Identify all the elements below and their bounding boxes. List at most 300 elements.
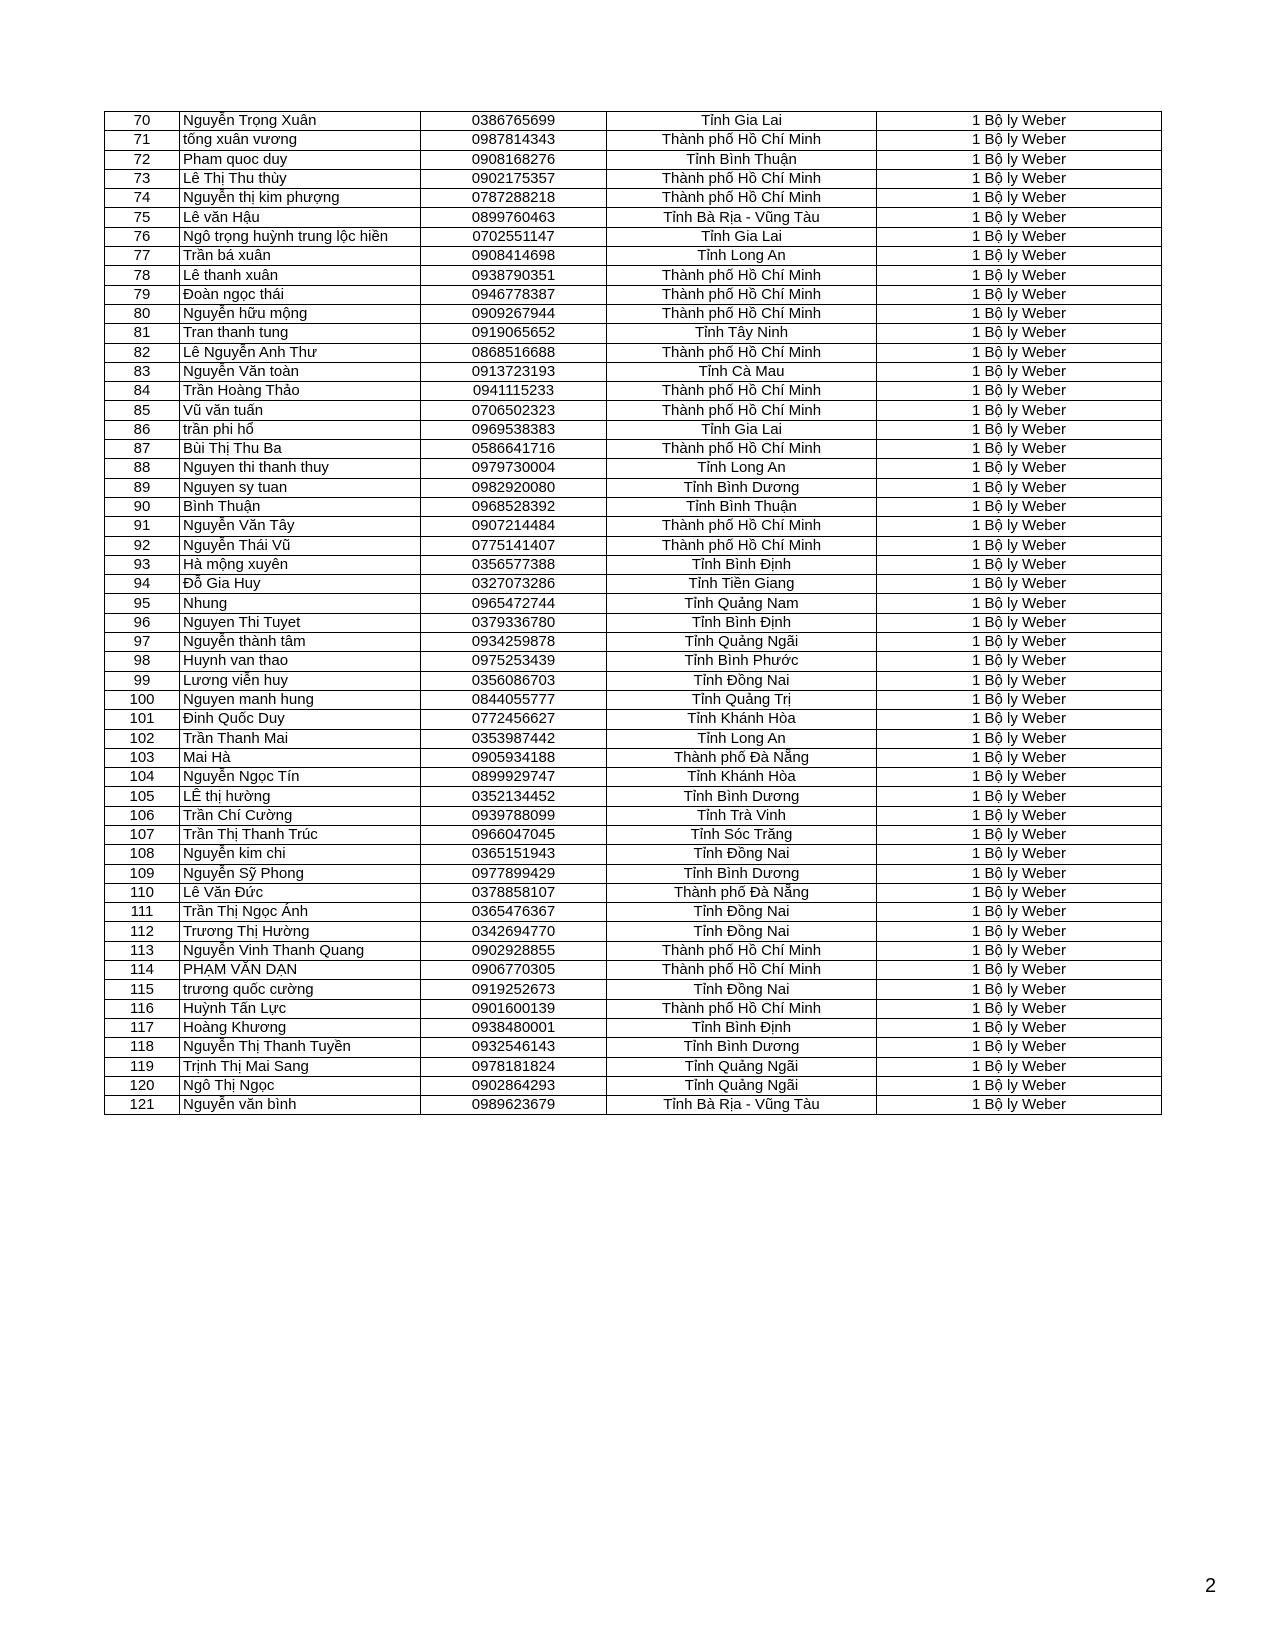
winner-name-cell: Đoàn ngọc thái bbox=[180, 285, 421, 304]
row-number-cell: 82 bbox=[105, 343, 180, 362]
province-cell: Tỉnh Long An bbox=[607, 729, 877, 748]
phone-number-cell: 0938790351 bbox=[421, 266, 607, 285]
phone-number-cell: 0356577388 bbox=[421, 555, 607, 574]
prize-cell: 1 Bộ ly Weber bbox=[877, 652, 1162, 671]
province-cell: Thành phố Hồ Chí Minh bbox=[607, 536, 877, 555]
province-cell: Tỉnh Long An bbox=[607, 459, 877, 478]
winner-name-cell: Hà mộng xuyên bbox=[180, 555, 421, 574]
table-row bbox=[105, 382, 1162, 401]
phone-number-cell: 0978181824 bbox=[421, 1057, 607, 1076]
table-row bbox=[105, 266, 1162, 285]
table-row bbox=[105, 748, 1162, 767]
province-cell: Tỉnh Đồng Nai bbox=[607, 980, 877, 999]
province-cell: Tỉnh Đồng Nai bbox=[607, 845, 877, 864]
table-row bbox=[105, 941, 1162, 960]
row-number-cell: 72 bbox=[105, 150, 180, 169]
winner-name-cell: Nguyễn Văn Tây bbox=[180, 517, 421, 536]
prize-cell: 1 Bộ ly Weber bbox=[877, 536, 1162, 555]
table-row bbox=[105, 864, 1162, 883]
province-cell: Thành phố Đà Nẵng bbox=[607, 748, 877, 767]
winner-name-cell: Tran thanh tung bbox=[180, 324, 421, 343]
prize-cell: 1 Bộ ly Weber bbox=[877, 594, 1162, 613]
phone-number-cell: 0899760463 bbox=[421, 208, 607, 227]
phone-number-cell: 0844055777 bbox=[421, 690, 607, 709]
prize-cell: 1 Bộ ly Weber bbox=[877, 613, 1162, 632]
prize-cell: 1 Bộ ly Weber bbox=[877, 922, 1162, 941]
row-number-cell: 71 bbox=[105, 131, 180, 150]
province-cell: Tỉnh Bình Thuận bbox=[607, 150, 877, 169]
table-row bbox=[105, 594, 1162, 613]
row-number-cell: 118 bbox=[105, 1038, 180, 1057]
table-row bbox=[105, 961, 1162, 980]
table-row bbox=[105, 401, 1162, 420]
winner-name-cell: Nguyễn Thị Thanh Tuyền bbox=[180, 1038, 421, 1057]
table-row bbox=[105, 362, 1162, 381]
row-number-cell: 78 bbox=[105, 266, 180, 285]
province-cell: Tỉnh Bình Dương bbox=[607, 864, 877, 883]
row-number-cell: 96 bbox=[105, 613, 180, 632]
prize-cell: 1 Bộ ly Weber bbox=[877, 575, 1162, 594]
phone-number-cell: 0907214484 bbox=[421, 517, 607, 536]
prize-cell: 1 Bộ ly Weber bbox=[877, 1096, 1162, 1115]
winner-name-cell: Nguyễn hữu mộng bbox=[180, 304, 421, 323]
winner-name-cell: Hoàng Khương bbox=[180, 1018, 421, 1037]
prize-cell: 1 Bộ ly Weber bbox=[877, 362, 1162, 381]
winner-name-cell: Nguyễn Thái Vũ bbox=[180, 536, 421, 555]
phone-number-cell: 0342694770 bbox=[421, 922, 607, 941]
row-number-cell: 120 bbox=[105, 1076, 180, 1095]
prize-cell: 1 Bộ ly Weber bbox=[877, 266, 1162, 285]
province-cell: Tỉnh Bình Dương bbox=[607, 1038, 877, 1057]
winner-name-cell: Nguyễn Văn toàn bbox=[180, 362, 421, 381]
phone-number-cell: 0365151943 bbox=[421, 845, 607, 864]
phone-number-cell: 0772456627 bbox=[421, 710, 607, 729]
winner-name-cell: Nguyễn kim chi bbox=[180, 845, 421, 864]
phone-number-cell: 0913723193 bbox=[421, 362, 607, 381]
phone-number-cell: 0787288218 bbox=[421, 189, 607, 208]
winner-name-cell: LÊ thị hường bbox=[180, 787, 421, 806]
phone-number-cell: 0327073286 bbox=[421, 575, 607, 594]
table-row bbox=[105, 285, 1162, 304]
row-number-cell: 101 bbox=[105, 710, 180, 729]
phone-number-cell: 0987814343 bbox=[421, 131, 607, 150]
prize-cell: 1 Bộ ly Weber bbox=[877, 883, 1162, 902]
table-row bbox=[105, 729, 1162, 748]
row-number-cell: 83 bbox=[105, 362, 180, 381]
phone-number-cell: 0938480001 bbox=[421, 1018, 607, 1037]
phone-number-cell: 0968528392 bbox=[421, 497, 607, 516]
phone-number-cell: 0906770305 bbox=[421, 961, 607, 980]
prize-cell: 1 Bộ ly Weber bbox=[877, 478, 1162, 497]
row-number-cell: 117 bbox=[105, 1018, 180, 1037]
winner-name-cell: Lê thanh xuân bbox=[180, 266, 421, 285]
winner-name-cell: Trần Thanh Mai bbox=[180, 729, 421, 748]
prize-cell: 1 Bộ ly Weber bbox=[877, 517, 1162, 536]
phone-number-cell: 0932546143 bbox=[421, 1038, 607, 1057]
winner-name-cell: Vũ văn tuấn bbox=[180, 401, 421, 420]
province-cell: Thành phố Hồ Chí Minh bbox=[607, 941, 877, 960]
table-row bbox=[105, 420, 1162, 439]
province-cell: Thành phố Hồ Chí Minh bbox=[607, 285, 877, 304]
phone-number-cell: 0379336780 bbox=[421, 613, 607, 632]
prize-cell: 1 Bộ ly Weber bbox=[877, 227, 1162, 246]
prize-cell: 1 Bộ ly Weber bbox=[877, 633, 1162, 652]
row-number-cell: 107 bbox=[105, 825, 180, 844]
province-cell: Tỉnh Gia Lai bbox=[607, 112, 877, 131]
phone-number-cell: 0899929747 bbox=[421, 768, 607, 787]
province-cell: Tỉnh Sóc Trăng bbox=[607, 825, 877, 844]
winner-name-cell: Bình Thuận bbox=[180, 497, 421, 516]
province-cell: Tỉnh Trà Vinh bbox=[607, 806, 877, 825]
province-cell: Tỉnh Bình Định bbox=[607, 613, 877, 632]
row-number-cell: 116 bbox=[105, 999, 180, 1018]
table-row bbox=[105, 440, 1162, 459]
row-number-cell: 73 bbox=[105, 169, 180, 188]
prize-cell: 1 Bộ ly Weber bbox=[877, 787, 1162, 806]
prize-cell: 1 Bộ ly Weber bbox=[877, 324, 1162, 343]
row-number-cell: 108 bbox=[105, 845, 180, 864]
table-row bbox=[105, 497, 1162, 516]
prize-cell: 1 Bộ ly Weber bbox=[877, 690, 1162, 709]
prize-cell: 1 Bộ ly Weber bbox=[877, 1038, 1162, 1057]
table-row bbox=[105, 169, 1162, 188]
province-cell: Tỉnh Khánh Hòa bbox=[607, 710, 877, 729]
province-cell: Tỉnh Quảng Trị bbox=[607, 690, 877, 709]
phone-number-cell: 0378858107 bbox=[421, 883, 607, 902]
prize-cell: 1 Bộ ly Weber bbox=[877, 343, 1162, 362]
winner-name-cell: Mai Hà bbox=[180, 748, 421, 767]
province-cell: Thành phố Hồ Chí Minh bbox=[607, 343, 877, 362]
winner-name-cell: Nguyễn thành tâm bbox=[180, 633, 421, 652]
phone-number-cell: 0365476367 bbox=[421, 903, 607, 922]
table-row bbox=[105, 478, 1162, 497]
winner-name-cell: Nguyen thi thanh thuy bbox=[180, 459, 421, 478]
winner-name-cell: Lê văn Hậu bbox=[180, 208, 421, 227]
page-number: 2 bbox=[1205, 1575, 1217, 1597]
province-cell: Tỉnh Long An bbox=[607, 247, 877, 266]
table-row bbox=[105, 1057, 1162, 1076]
winner-name-cell: PHẠM VĂN DẠN bbox=[180, 961, 421, 980]
phone-number-cell: 0706502323 bbox=[421, 401, 607, 420]
table-row bbox=[105, 304, 1162, 323]
winner-name-cell: Nguyễn Sỹ Phong bbox=[180, 864, 421, 883]
table-row bbox=[105, 1096, 1162, 1115]
row-number-cell: 75 bbox=[105, 208, 180, 227]
table-row bbox=[105, 1076, 1162, 1095]
table-row bbox=[105, 883, 1162, 902]
row-number-cell: 76 bbox=[105, 227, 180, 246]
phone-number-cell: 0901600139 bbox=[421, 999, 607, 1018]
phone-number-cell: 0356086703 bbox=[421, 671, 607, 690]
phone-number-cell: 0939788099 bbox=[421, 806, 607, 825]
phone-number-cell: 0946778387 bbox=[421, 285, 607, 304]
province-cell: Thành phố Hồ Chí Minh bbox=[607, 382, 877, 401]
province-cell: Tỉnh Tây Ninh bbox=[607, 324, 877, 343]
province-cell: Tỉnh Cà Mau bbox=[607, 362, 877, 381]
winner-name-cell: Ngô trọng huỳnh trung lộc hiền bbox=[180, 227, 421, 246]
winner-name-cell: Nguyen sy tuan bbox=[180, 478, 421, 497]
prize-cell: 1 Bộ ly Weber bbox=[877, 401, 1162, 420]
winner-name-cell: Trịnh Thị Mai Sang bbox=[180, 1057, 421, 1076]
table-row bbox=[105, 227, 1162, 246]
province-cell: Thành phố Hồ Chí Minh bbox=[607, 131, 877, 150]
winner-name-cell: Trần Chí Cường bbox=[180, 806, 421, 825]
winner-name-cell: Lương viễn huy bbox=[180, 671, 421, 690]
phone-number-cell: 0902928855 bbox=[421, 941, 607, 960]
prize-cell: 1 Bộ ly Weber bbox=[877, 941, 1162, 960]
province-cell: Tỉnh Bình Thuận bbox=[607, 497, 877, 516]
prize-cell: 1 Bộ ly Weber bbox=[877, 440, 1162, 459]
province-cell: Tỉnh Bà Rịa - Vũng Tàu bbox=[607, 1096, 877, 1115]
table-row bbox=[105, 208, 1162, 227]
table-row bbox=[105, 112, 1162, 131]
row-number-cell: 97 bbox=[105, 633, 180, 652]
prize-cell: 1 Bộ ly Weber bbox=[877, 420, 1162, 439]
phone-number-cell: 0386765699 bbox=[421, 112, 607, 131]
prize-cell: 1 Bộ ly Weber bbox=[877, 845, 1162, 864]
prize-cell: 1 Bộ ly Weber bbox=[877, 710, 1162, 729]
phone-number-cell: 0902864293 bbox=[421, 1076, 607, 1095]
table-row bbox=[105, 652, 1162, 671]
row-number-cell: 119 bbox=[105, 1057, 180, 1076]
phone-number-cell: 0969538383 bbox=[421, 420, 607, 439]
winner-name-cell: Nguyễn Ngọc Tín bbox=[180, 768, 421, 787]
prize-cell: 1 Bộ ly Weber bbox=[877, 1076, 1162, 1095]
table-row bbox=[105, 903, 1162, 922]
row-number-cell: 115 bbox=[105, 980, 180, 999]
table-row bbox=[105, 324, 1162, 343]
province-cell: Thành phố Hồ Chí Minh bbox=[607, 189, 877, 208]
prize-cell: 1 Bộ ly Weber bbox=[877, 555, 1162, 574]
winner-name-cell: Lê Văn Đức bbox=[180, 883, 421, 902]
row-number-cell: 98 bbox=[105, 652, 180, 671]
row-number-cell: 121 bbox=[105, 1096, 180, 1115]
row-number-cell: 85 bbox=[105, 401, 180, 420]
prize-cell: 1 Bộ ly Weber bbox=[877, 825, 1162, 844]
province-cell: Thành phố Hồ Chí Minh bbox=[607, 440, 877, 459]
phone-number-cell: 0977899429 bbox=[421, 864, 607, 883]
province-cell: Tỉnh Bà Rịa - Vũng Tàu bbox=[607, 208, 877, 227]
winner-name-cell: Huynh van thao bbox=[180, 652, 421, 671]
winner-name-cell: Nguyễn văn bình bbox=[180, 1096, 421, 1115]
province-cell: Thành phố Hồ Chí Minh bbox=[607, 961, 877, 980]
phone-number-cell: 0352134452 bbox=[421, 787, 607, 806]
prize-cell: 1 Bộ ly Weber bbox=[877, 150, 1162, 169]
winner-name-cell: Trần Hoàng Thảo bbox=[180, 382, 421, 401]
row-number-cell: 88 bbox=[105, 459, 180, 478]
winner-name-cell: Pham quoc duy bbox=[180, 150, 421, 169]
prize-cell: 1 Bộ ly Weber bbox=[877, 285, 1162, 304]
table-row bbox=[105, 1018, 1162, 1037]
table-row bbox=[105, 517, 1162, 536]
prize-cell: 1 Bộ ly Weber bbox=[877, 864, 1162, 883]
province-cell: Thành phố Đà Nẵng bbox=[607, 883, 877, 902]
row-number-cell: 100 bbox=[105, 690, 180, 709]
table-row bbox=[105, 575, 1162, 594]
province-cell: Tỉnh Bình Định bbox=[607, 1018, 877, 1037]
winner-name-cell: Nhung bbox=[180, 594, 421, 613]
row-number-cell: 105 bbox=[105, 787, 180, 806]
province-cell: Tỉnh Quảng Ngãi bbox=[607, 633, 877, 652]
province-cell: Thành phố Hồ Chí Minh bbox=[607, 169, 877, 188]
province-cell: Tỉnh Khánh Hòa bbox=[607, 768, 877, 787]
row-number-cell: 110 bbox=[105, 883, 180, 902]
prize-cell: 1 Bộ ly Weber bbox=[877, 961, 1162, 980]
province-cell: Tỉnh Quảng Nam bbox=[607, 594, 877, 613]
province-cell: Tỉnh Bình Dương bbox=[607, 787, 877, 806]
prize-cell: 1 Bộ ly Weber bbox=[877, 768, 1162, 787]
table-row bbox=[105, 189, 1162, 208]
row-number-cell: 113 bbox=[105, 941, 180, 960]
province-cell: Tỉnh Quảng Ngãi bbox=[607, 1057, 877, 1076]
table-row bbox=[105, 247, 1162, 266]
phone-number-cell: 0908414698 bbox=[421, 247, 607, 266]
prize-cell: 1 Bộ ly Weber bbox=[877, 304, 1162, 323]
row-number-cell: 99 bbox=[105, 671, 180, 690]
province-cell: Tỉnh Đồng Nai bbox=[607, 903, 877, 922]
phone-number-cell: 0775141407 bbox=[421, 536, 607, 555]
row-number-cell: 81 bbox=[105, 324, 180, 343]
table-row bbox=[105, 690, 1162, 709]
winner-name-cell: Trần Thị Ngọc Ánh bbox=[180, 903, 421, 922]
phone-number-cell: 0905934188 bbox=[421, 748, 607, 767]
prize-cell: 1 Bộ ly Weber bbox=[877, 247, 1162, 266]
phone-number-cell: 0868516688 bbox=[421, 343, 607, 362]
table-row bbox=[105, 150, 1162, 169]
phone-number-cell: 0934259878 bbox=[421, 633, 607, 652]
table-row bbox=[105, 671, 1162, 690]
phone-number-cell: 0919252673 bbox=[421, 980, 607, 999]
row-number-cell: 93 bbox=[105, 555, 180, 574]
table-row bbox=[105, 768, 1162, 787]
winner-name-cell: Nguyễn Vinh Thanh Quang bbox=[180, 941, 421, 960]
table-row bbox=[105, 922, 1162, 941]
province-cell: Thành phố Hồ Chí Minh bbox=[607, 999, 877, 1018]
row-number-cell: 104 bbox=[105, 768, 180, 787]
row-number-cell: 79 bbox=[105, 285, 180, 304]
table-row bbox=[105, 980, 1162, 999]
prize-cell: 1 Bộ ly Weber bbox=[877, 497, 1162, 516]
prize-cell: 1 Bộ ly Weber bbox=[877, 729, 1162, 748]
province-cell: Tỉnh Quảng Ngãi bbox=[607, 1076, 877, 1095]
row-number-cell: 74 bbox=[105, 189, 180, 208]
prize-cell: 1 Bộ ly Weber bbox=[877, 208, 1162, 227]
row-number-cell: 112 bbox=[105, 922, 180, 941]
row-number-cell: 87 bbox=[105, 440, 180, 459]
phone-number-cell: 0586641716 bbox=[421, 440, 607, 459]
winner-name-cell: Ngô Thị Ngọc bbox=[180, 1076, 421, 1095]
row-number-cell: 84 bbox=[105, 382, 180, 401]
prize-cell: 1 Bộ ly Weber bbox=[877, 131, 1162, 150]
province-cell: Tỉnh Bình Định bbox=[607, 555, 877, 574]
phone-number-cell: 0966047045 bbox=[421, 825, 607, 844]
winner-name-cell: Trần bá xuân bbox=[180, 247, 421, 266]
winner-name-cell: Bùi Thị Thu Ba bbox=[180, 440, 421, 459]
winner-name-cell: tống xuân vương bbox=[180, 131, 421, 150]
table-row bbox=[105, 1038, 1162, 1057]
table-row bbox=[105, 555, 1162, 574]
prize-cell: 1 Bộ ly Weber bbox=[877, 806, 1162, 825]
row-number-cell: 103 bbox=[105, 748, 180, 767]
table-row bbox=[105, 131, 1162, 150]
table-row bbox=[105, 343, 1162, 362]
row-number-cell: 106 bbox=[105, 806, 180, 825]
table-row bbox=[105, 536, 1162, 555]
winner-name-cell: Trương Thị Hường bbox=[180, 922, 421, 941]
winner-name-cell: Trần Thị Thanh Trúc bbox=[180, 825, 421, 844]
winners-table bbox=[104, 111, 1162, 1115]
prize-cell: 1 Bộ ly Weber bbox=[877, 980, 1162, 999]
phone-number-cell: 0965472744 bbox=[421, 594, 607, 613]
province-cell: Tỉnh Tiền Giang bbox=[607, 575, 877, 594]
row-number-cell: 86 bbox=[105, 420, 180, 439]
prize-cell: 1 Bộ ly Weber bbox=[877, 459, 1162, 478]
prize-cell: 1 Bộ ly Weber bbox=[877, 189, 1162, 208]
province-cell: Tỉnh Gia Lai bbox=[607, 420, 877, 439]
province-cell: Thành phố Hồ Chí Minh bbox=[607, 517, 877, 536]
table-row bbox=[105, 787, 1162, 806]
winner-name-cell: Đinh Quốc Duy bbox=[180, 710, 421, 729]
phone-number-cell: 0941115233 bbox=[421, 382, 607, 401]
phone-number-cell: 0909267944 bbox=[421, 304, 607, 323]
phone-number-cell: 0982920080 bbox=[421, 478, 607, 497]
province-cell: Tỉnh Gia Lai bbox=[607, 227, 877, 246]
row-number-cell: 89 bbox=[105, 478, 180, 497]
row-number-cell: 70 bbox=[105, 112, 180, 131]
phone-number-cell: 0908168276 bbox=[421, 150, 607, 169]
phone-number-cell: 0989623679 bbox=[421, 1096, 607, 1115]
winner-name-cell: Nguyễn Trọng Xuân bbox=[180, 112, 421, 131]
winner-name-cell: Đỗ Gia Huy bbox=[180, 575, 421, 594]
row-number-cell: 111 bbox=[105, 903, 180, 922]
phone-number-cell: 0979730004 bbox=[421, 459, 607, 478]
table-row bbox=[105, 999, 1162, 1018]
row-number-cell: 95 bbox=[105, 594, 180, 613]
prize-cell: 1 Bộ ly Weber bbox=[877, 169, 1162, 188]
phone-number-cell: 0919065652 bbox=[421, 324, 607, 343]
table-row bbox=[105, 825, 1162, 844]
prize-cell: 1 Bộ ly Weber bbox=[877, 382, 1162, 401]
prize-cell: 1 Bộ ly Weber bbox=[877, 999, 1162, 1018]
phone-number-cell: 0975253439 bbox=[421, 652, 607, 671]
winner-name-cell: Nguyễn thị kim phượng bbox=[180, 189, 421, 208]
province-cell: Thành phố Hồ Chí Minh bbox=[607, 304, 877, 323]
row-number-cell: 77 bbox=[105, 247, 180, 266]
table-row bbox=[105, 633, 1162, 652]
winner-name-cell: trần phi hổ bbox=[180, 420, 421, 439]
winner-name-cell: Nguyen manh hung bbox=[180, 690, 421, 709]
prize-cell: 1 Bộ ly Weber bbox=[877, 1018, 1162, 1037]
province-cell: Thành phố Hồ Chí Minh bbox=[607, 401, 877, 420]
table-row bbox=[105, 710, 1162, 729]
province-cell: Tỉnh Đồng Nai bbox=[607, 922, 877, 941]
phone-number-cell: 0353987442 bbox=[421, 729, 607, 748]
winners-table-body bbox=[105, 112, 1162, 1115]
row-number-cell: 114 bbox=[105, 961, 180, 980]
table-row bbox=[105, 845, 1162, 864]
province-cell: Tỉnh Đồng Nai bbox=[607, 671, 877, 690]
prize-cell: 1 Bộ ly Weber bbox=[877, 1057, 1162, 1076]
province-cell: Thành phố Hồ Chí Minh bbox=[607, 266, 877, 285]
row-number-cell: 92 bbox=[105, 536, 180, 555]
row-number-cell: 109 bbox=[105, 864, 180, 883]
row-number-cell: 91 bbox=[105, 517, 180, 536]
phone-number-cell: 0702551147 bbox=[421, 227, 607, 246]
row-number-cell: 102 bbox=[105, 729, 180, 748]
row-number-cell: 80 bbox=[105, 304, 180, 323]
prize-cell: 1 Bộ ly Weber bbox=[877, 748, 1162, 767]
winner-name-cell: Lê Nguyễn Anh Thư bbox=[180, 343, 421, 362]
